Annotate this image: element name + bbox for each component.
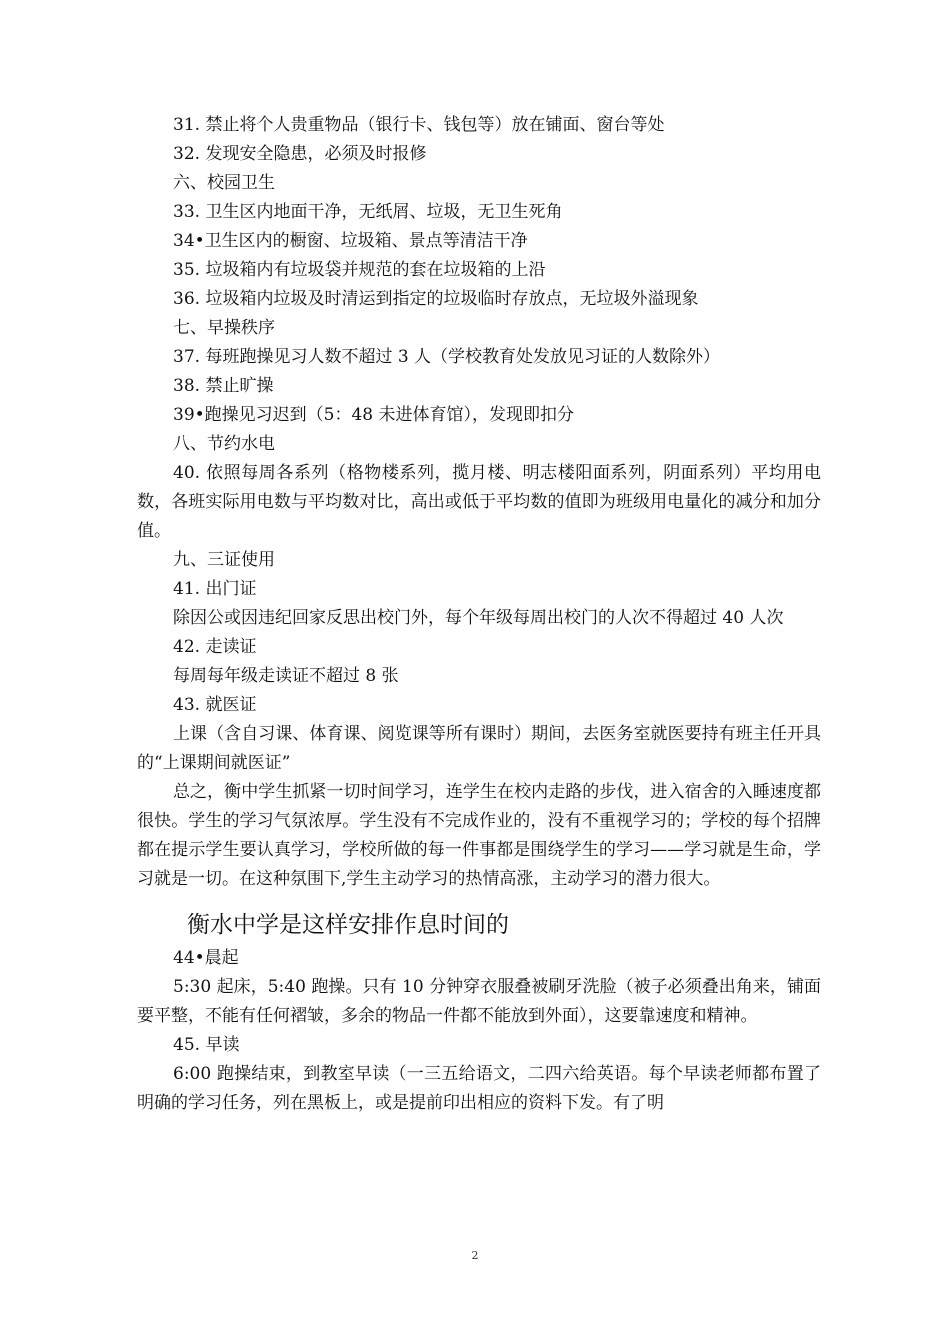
page-number: 2 (471, 1249, 479, 1262)
rule-42-text: 每周每年级走读证不超过 8 张 (173, 666, 399, 686)
rule-34: 34•卫生区内的橱窗、垃圾箱、景点等清洁干净 (173, 231, 528, 251)
rule-41-text: 除因公或因违纪回家反思出校门外，每个年级每周出校门的人次不得超过 40 人次 (173, 608, 784, 628)
rule-42: 42. 走读证 (173, 637, 257, 657)
section-7: 七、早操秩序 (173, 318, 275, 338)
rule-32: 32. 发现安全隐患，必须及时报修 (173, 144, 427, 164)
rule-36: 36. 垃圾箱内垃圾及时清运到指定的垃圾临时存放点，无垃圾外溢现象 (173, 289, 699, 309)
rule-35: 35. 垃圾箱内有垃圾袋并规范的套在垃圾箱的上沿 (173, 260, 546, 280)
rule-37: 37. 每班跑操见习人数不超过 3 人（学校教育处发放见习证的人数除外） (173, 347, 721, 367)
section-9: 九、三证使用 (173, 550, 275, 570)
rule-41: 41. 出门证 (173, 579, 257, 599)
schedule-heading: 衡水中学是这样安排作息时间的 (187, 912, 509, 938)
rule-43-text: 上课（含自习课、体育课、阅览课等所有课时）期间，去医务室就医要持有班主任开具的“上课期间就医证” (137, 724, 821, 773)
rule-33: 33. 卫生区内地面干净，无纸屑、垃圾，无卫生死角 (173, 202, 563, 222)
item-45: 45. 早读 (173, 1035, 240, 1055)
item-45-text: 6:00 跑操结束，到教室早读（一三五给语文，二四六给英语。每个早读老师都布置了明确的学习任务，列在黑板上，或是提前印出相应的资料下发。有了明 (137, 1064, 821, 1113)
item-44-text: 5:30 起床，5:40 跑操。只有 10 分钟穿衣服叠被刷牙洗脸（被子必须叠出角来，铺面要平整，不能有任何褶皱，多余的物品一件都不能放到外面），这要靠速度和精神。 (137, 977, 821, 1026)
rule-43: 43. 就医证 (173, 695, 257, 715)
section-6: 六、校园卫生 (173, 173, 275, 193)
summary-paragraph: 总之，衡中学生抓紧一切时间学习，连学生在校内走路的步伐，进入宿舍的入睡速度都很快。学生的学习气氛浓厚。学生没有不完成作业的，没有不重视学习的；学校的每个招牌都在提示学生要认真学习，学校所做的每一件事都是围绕学生的学习——学习就是生命，学习就是一切。在这种氛围下,学生主动学习的热情高涨，主动学习的潜力很大。 (137, 782, 821, 889)
rule-38: 38. 禁止旷操 (173, 376, 274, 396)
section-8: 八、节约水电 (173, 434, 275, 454)
document-body (137, 111, 821, 1118)
item-44: 44•晨起 (173, 948, 239, 968)
rule-39: 39•跑操见习迟到（5：48 未进体育馆），发现即扣分 (173, 405, 575, 425)
rule-40: 40. 依照每周各系列（格物楼系列，揽月楼、明志楼阳面系列，阴面系列）平均用电数，各班实际用电数与平均数对比，高出或低于平均数的值即为班级用电量化的减分和加分值。 (137, 463, 821, 541)
rule-31: 31. 禁止将个人贵重物品（银行卡、钱包等）放在铺面、窗台等处 (173, 115, 665, 135)
